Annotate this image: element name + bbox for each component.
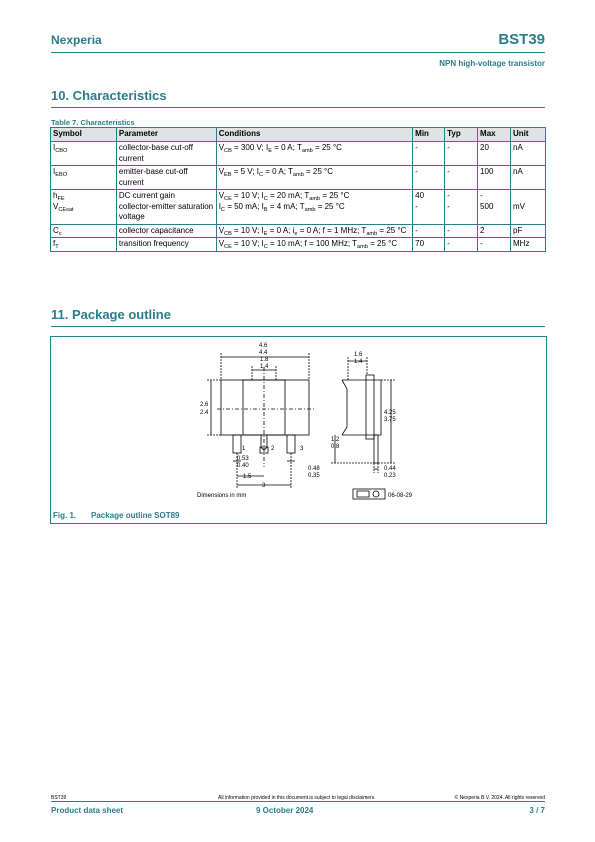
- min-cell: -: [413, 224, 445, 238]
- package-outline-figure: [50, 336, 547, 524]
- part-number: BST39: [498, 31, 545, 48]
- dim-label: 4.6: [259, 343, 268, 349]
- unit-cell: MHz: [511, 238, 546, 252]
- symbol-cell: $C_c$: [51, 224, 117, 238]
- footer-page-number: 3 / 7: [529, 806, 545, 815]
- table-row: [51, 142, 546, 166]
- max-cell: 100: [478, 166, 511, 190]
- footer-doc-id: BST39: [51, 795, 67, 801]
- conditions-cell: $V_{CE} = 10$ V; $I_C = 20$ mA; $T_{amb} = 25$ °C $I_C = 50$ mA; $I_B = 4$ mA; $T_{amb} = 25$ °C: [216, 190, 412, 225]
- conditions-cell: $V_{CB} = 10$ V; $I_E = 0$ A; $i_e = 0$ A; f = 1 MHz; $T_{amb} = 25$ °C: [216, 224, 412, 238]
- footer-rule: [51, 801, 545, 802]
- dim-label: 4.25: [384, 410, 396, 416]
- parameter-cell: emitter-base cut-off current: [116, 166, 216, 190]
- side-tab: [366, 375, 374, 439]
- min-cell: -: [413, 166, 445, 190]
- dim-label: 1.5: [243, 474, 252, 480]
- table-row: [51, 224, 546, 238]
- document-subtitle: NPN high-voltage transistor: [439, 59, 545, 68]
- symbol-cell: $h_{FE}$ $V_{CEsat}$: [51, 190, 117, 225]
- unit-cell: nA: [511, 142, 546, 166]
- column-header: Max: [478, 128, 511, 142]
- max-cell: 20: [478, 142, 511, 166]
- symbol-cell: $I_{CBO}$: [51, 142, 117, 166]
- dim-label: 0.8: [331, 444, 340, 450]
- symbol-cell: $I_{EBO}$: [51, 166, 117, 190]
- footer-date: 9 October 2024: [256, 806, 314, 815]
- dim-label: 1.4: [354, 359, 363, 365]
- side-body: [342, 380, 381, 435]
- dim-label: 2.4: [200, 410, 209, 416]
- unit-cell: pF: [511, 224, 546, 238]
- footer-disclaimer: All information provided in this document is subject to legal disclaimers.: [218, 795, 376, 801]
- dim-label: 0.23: [384, 473, 396, 479]
- typ-cell: - -: [445, 190, 478, 225]
- dim-label: 0.48: [308, 466, 320, 472]
- section-title-characteristics: 10. Characteristics: [51, 88, 167, 103]
- max-cell: - 500: [478, 190, 511, 225]
- dim-label: 1.4: [260, 364, 269, 370]
- dim-label: 4.4: [259, 350, 268, 356]
- dim-label: 0.44: [384, 466, 396, 472]
- parameter-cell: collector-base cut-off current: [116, 142, 216, 166]
- typ-cell: -: [445, 238, 478, 252]
- dim-label: 2.6: [200, 402, 209, 408]
- date-code: 06-08-29: [388, 493, 413, 499]
- column-header: Symbol: [51, 128, 117, 142]
- package-outline-drawing: [51, 337, 546, 507]
- section-rule: [51, 107, 545, 108]
- column-header: Typ: [445, 128, 478, 142]
- dim-label: 1.2: [331, 437, 340, 443]
- min-cell: 70: [413, 238, 445, 252]
- footer-doc-type: Product data sheet: [51, 806, 124, 815]
- side-lead: [374, 435, 378, 463]
- unit-cell: mV: [511, 190, 546, 225]
- conditions-cell: $V_{CB} = 300$ V; $I_E = 0$ A; $T_{amb} = 25$ °C: [216, 142, 412, 166]
- min-cell: -: [413, 142, 445, 166]
- max-cell: -: [478, 238, 511, 252]
- unit-cell: nA: [511, 166, 546, 190]
- parameter-cell: DC current gain collector-emitter saturation voltage: [116, 190, 216, 225]
- conditions-cell: $V_{CE} = 10$ V; $I_C = 10$ mA; f = 100 MHz; $T_{amb} = 25$ °C: [216, 238, 412, 252]
- max-cell: 2: [478, 224, 511, 238]
- typ-cell: -: [445, 224, 478, 238]
- symbol-cell: $f_T$: [51, 238, 117, 252]
- lead-1: [233, 435, 241, 453]
- column-header: Min: [413, 128, 445, 142]
- table-row: [51, 166, 546, 190]
- table-row: [51, 190, 546, 225]
- figure-caption: Fig. 1. Package outline SOT89: [53, 511, 180, 520]
- typ-cell: -: [445, 166, 478, 190]
- section-rule: [51, 326, 545, 327]
- characteristics-table: [50, 127, 546, 252]
- min-cell: 40 -: [413, 190, 445, 225]
- column-header: Conditions: [216, 128, 412, 142]
- table-caption: Table 7. Characteristics: [51, 118, 135, 127]
- conditions-cell: $V_{EB} = 5$ V; $I_C = 0$ A; $T_{amb} = 25$ °C: [216, 166, 412, 190]
- dim-label: 1.6: [354, 352, 363, 358]
- parameter-cell: transition frequency: [116, 238, 216, 252]
- units-note: Dimensions in mm: [197, 493, 247, 499]
- dim-label: 3: [262, 483, 266, 489]
- column-header: Unit: [511, 128, 546, 142]
- dim-label: 0.53: [237, 456, 249, 462]
- pin-label: 3: [300, 446, 304, 452]
- table-row: [51, 238, 546, 252]
- footer-copyright: © Nexperia B.V. 2024. All rights reserved: [454, 795, 545, 801]
- brand-name: Nexperia: [51, 33, 102, 47]
- dim-label: 1.8: [260, 357, 269, 363]
- typ-cell: -: [445, 142, 478, 166]
- dim-label: 0.40: [237, 463, 249, 469]
- pin-label: 2: [271, 446, 275, 452]
- header-rule: [51, 52, 545, 53]
- dim-label: 3.75: [384, 417, 396, 423]
- pin-label: 1: [242, 446, 246, 452]
- column-header: Parameter: [116, 128, 216, 142]
- section-title-package-outline: 11. Package outline: [51, 307, 171, 322]
- package-body: [221, 380, 309, 435]
- lead-3: [287, 435, 295, 453]
- parameter-cell: collector capacitance: [116, 224, 216, 238]
- dim-label: 0.35: [308, 473, 320, 479]
- table-header-row: [51, 128, 546, 142]
